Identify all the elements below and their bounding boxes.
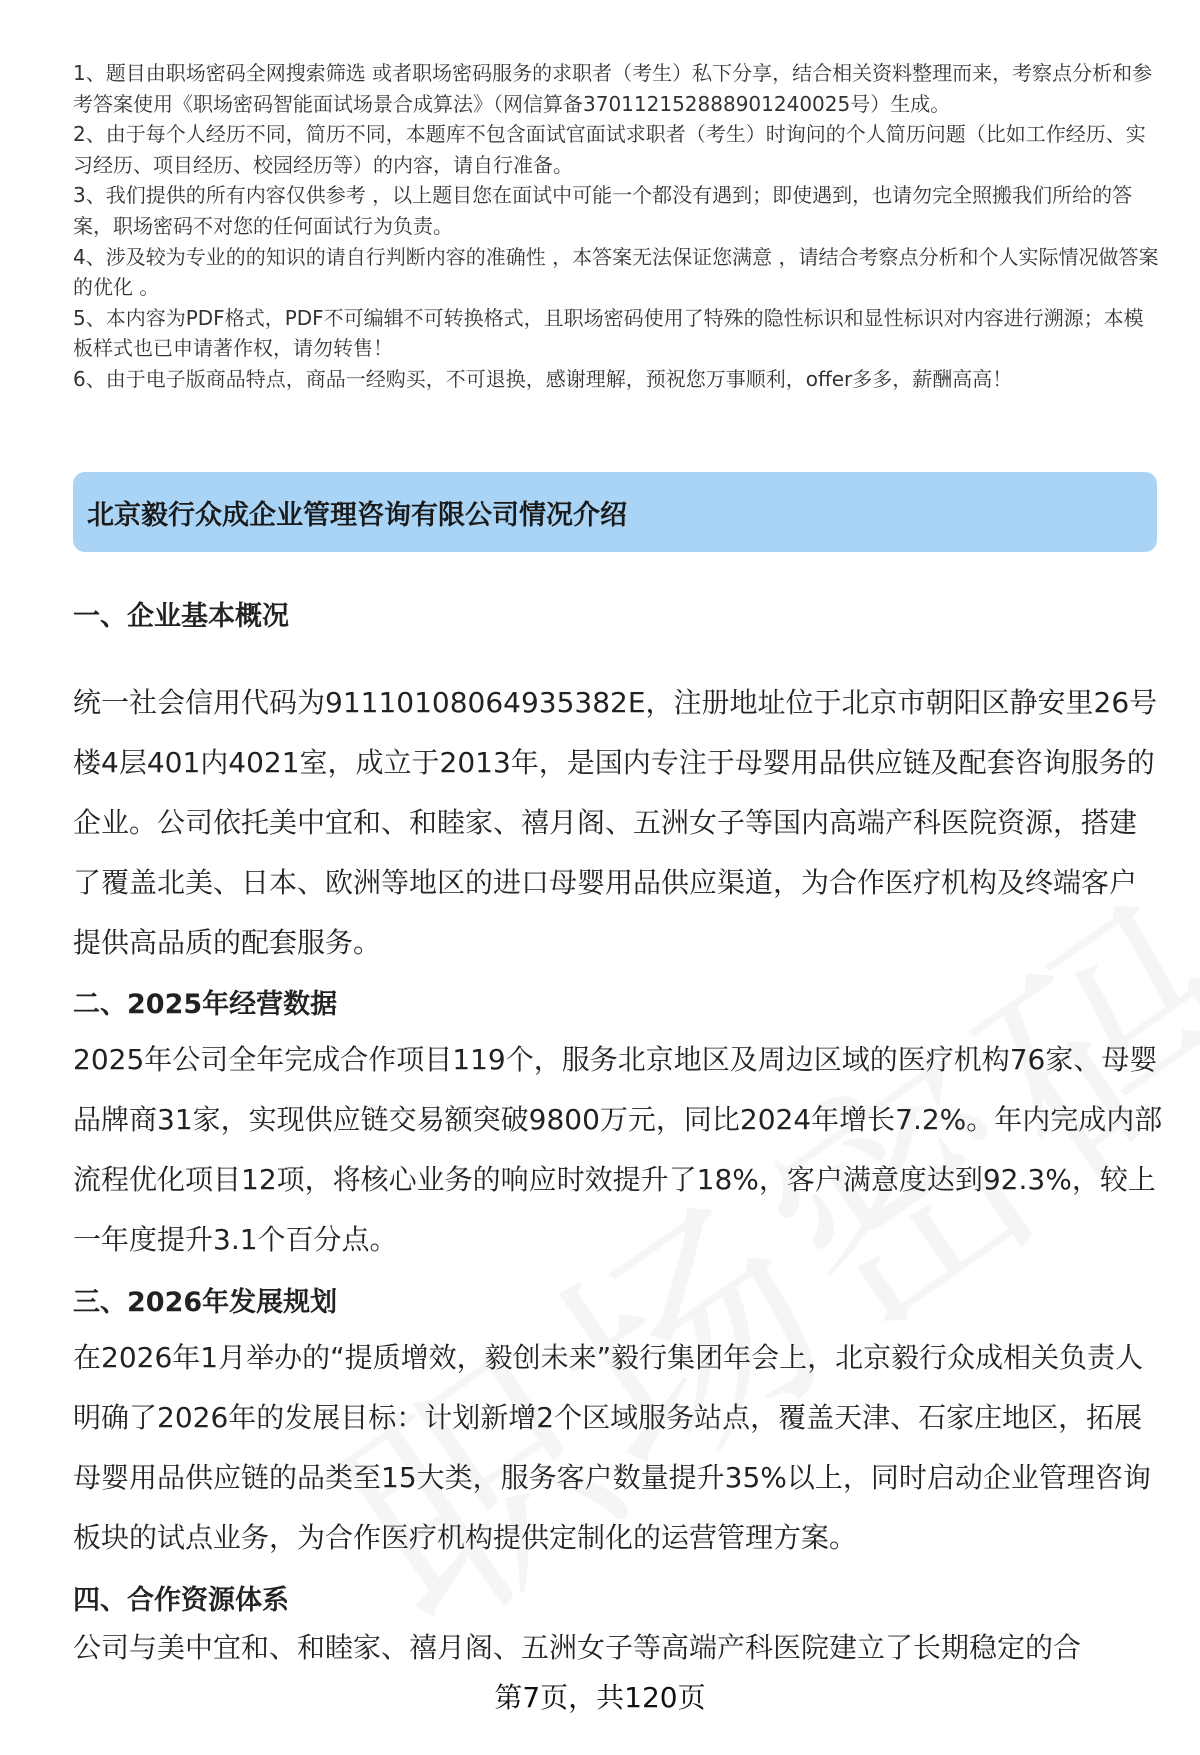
page-number: 第7页，共120页 [494,1681,706,1714]
note-1: 1、题目由职场密码全网搜索筛选 或者职场密码服务的求职者（考生）私下分享，结合相关资料整理而来，考察点分析和参考答案使用《职场密码智能面试场景合成算法》（网信算备370112152888901240025号）生成。 [73,61,1153,116]
note-6: 6、由于电子版商品特点，商品一经购买，不可退换，感谢理解，预祝您万事顺利，offer多多，薪酬高高！ [73,366,1013,391]
section-heading-overview: 一、企业基本概况 [73,601,289,632]
disclaimer-notes [73,58,1163,395]
section-text-overview: 统一社会信用代码为91110108064935382E，注册地址位于北京市朝阳区静安里26号楼4层401内4021室，成立于2013年，是国内专注于母婴用品供应链及配套咨询服务的企业。公司依托美中宜和、和睦家、禧月阁、五洲女子等国内高端产科医院资源，搭建了覆盖北美、日本、欧洲等地区的进口母婴用品供应渠道，为合作医疗机构及终端客户提供高品质的配套服务。 [73,686,1158,959]
section-text-partners: 公司与美中宜和、和睦家、禧月阁、五洲女子等高端产科医院建立了长期稳定的合 [73,1631,1082,1664]
section-text-2025-data: 2025年公司全年完成合作项目119个，服务北京地区及周边区域的医疗机构76家、母婴品牌商31家，实现供应链交易额突破9800万元，同比2024年增长7.2%。年内完成内部流程优化项目12项，将核心业务的响应时效提升了18%，客户满意度达到92.3%，较上一年度提升3.1个百分点。 [73,1043,1163,1256]
section-heading-partners: 四、合作资源体系 [73,1585,289,1616]
note-4: 4、涉及较为专业的的知识的请自行判断内容的准确性 ，本答案无法保证您满意 ，请结合考察点分析和个人实际情况做答案的优化 。 [73,244,1159,300]
section-text-2026-plan: 在2026年1月举办的“提质增效，毅创未来”毅行集团年会上，北京毅行众成相关负责人明确了2026年的发展目标：计划新增2个区域服务站点，覆盖天津、石家庄地区，拓展母婴用品供应链的品类至15大类，服务客户数量提升35%以上，同时启动企业管理咨询板块的试点业务，为合作医疗机构提供定制化的运营管理方案。 [73,1341,1151,1554]
section-banner [73,472,1157,552]
note-3: 3、我们提供的所有内容仅供参考 ，以上题目您在面试中可能一个都没有遇到；即使遇到，也请勿完全照搬我们所给的答案，职场密码不对您的任何面试行为负责。 [73,183,1133,238]
note-5: 5、本内容为PDF格式，PDF不可编辑不可转换格式，且职场密码使用了特殊的隐性标识和显性标识对内容进行溯源；本模板样式也已申请著作权，请勿转售！ [73,305,1144,361]
section-heading-2026-plan: 三、2026年发展规划 [73,1287,338,1318]
banner-title: 北京毅行众成企业管理咨询有限公司情况介绍 [87,499,627,531]
section-heading-2025-data: 二、2025年经营数据 [73,989,338,1020]
note-2: 2、由于每个人经历不同，简历不同，本题库不包含面试官面试求职者（考生）时询问的个人简历问题（比如工作经历、实习经历、项目经历、校园经历等）的内容，请自行准备。 [73,122,1146,177]
